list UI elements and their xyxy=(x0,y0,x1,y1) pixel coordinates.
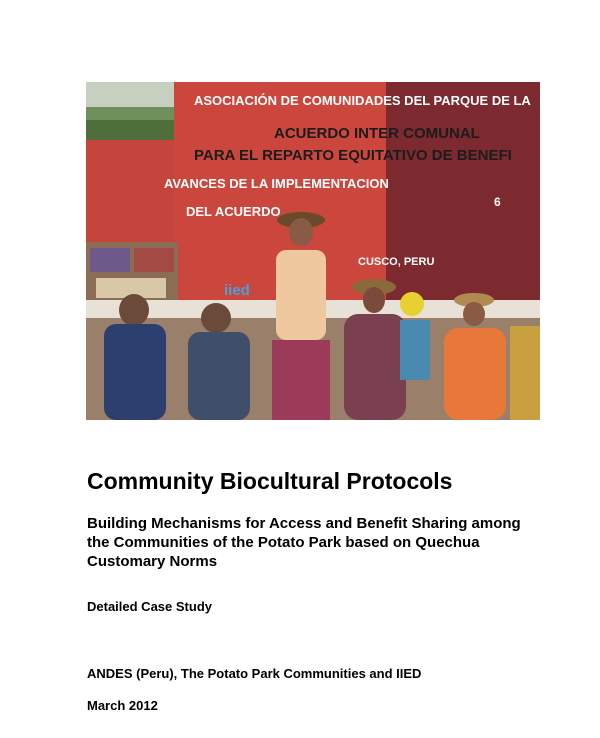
document-type: Detailed Case Study xyxy=(87,599,212,614)
banner-line-3: PARA EL REPARTO EQUITATIVO DE BENEFI xyxy=(194,147,512,164)
banner-line-5: DEL ACUERDO xyxy=(186,204,281,219)
iied-logo: iied xyxy=(224,282,250,299)
banner-number: 6 xyxy=(494,195,501,209)
banner-line-4: AVANCES DE LA IMPLEMENTACION xyxy=(164,176,389,191)
document-subtitle: Building Mechanisms for Access and Benefit Sharing among the Communities of the Potato Park based on Quechua Customary Norms xyxy=(87,515,521,570)
cover-photo xyxy=(86,82,540,420)
cover-photo-illustration xyxy=(86,82,540,420)
document-date: March 2012 xyxy=(87,698,158,713)
banner-line-2: ACUERDO INTER COMUNAL xyxy=(274,125,480,142)
document-authors: ANDES (Peru), The Potato Park Communities and IIED xyxy=(87,666,422,681)
document-title: Community Biocultural Protocols xyxy=(87,468,453,494)
banner-location: CUSCO, PERU xyxy=(358,256,435,268)
banner-line-1: ASOCIACIÓN DE COMUNIDADES DEL PARQUE DE LA xyxy=(194,93,531,108)
